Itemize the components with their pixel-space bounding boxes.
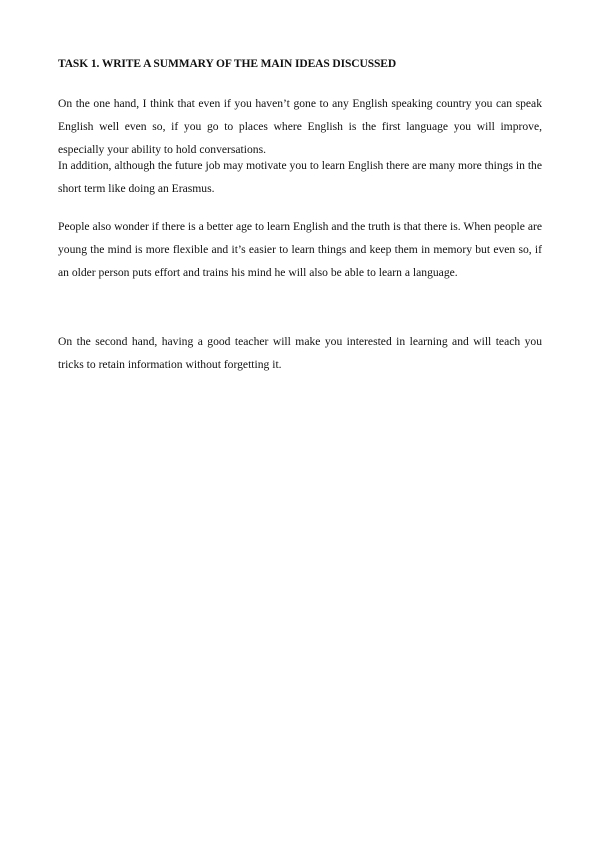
task-title: TASK 1. WRITE A SUMMARY OF THE MAIN IDEAS DISCUSSED	[58, 58, 397, 70]
paragraph-4: On the second hand, having a good teacher will make you interested in learning and will teach you tricks to retain information without forgetting it.	[58, 335, 542, 371]
paragraph-1: On the one hand, I think that even if you haven’t gone to any English speaking country you can speak English well even so, if you go to places where English is the first language you will improve, especially your ability to hold conversations.	[58, 97, 542, 156]
paragraph-3: People also wonder if there is a better age to learn English and the truth is that there is. When people are young the mind is more flexible and it’s easier to learn things and keep them in memory but even so, if an older person puts effort and trains his mind he will also be able to learn a language.	[58, 220, 542, 279]
paragraph-2: In addition, although the future job may motivate you to learn English there are many more things in the short term like doing an Erasmus.	[58, 159, 542, 195]
